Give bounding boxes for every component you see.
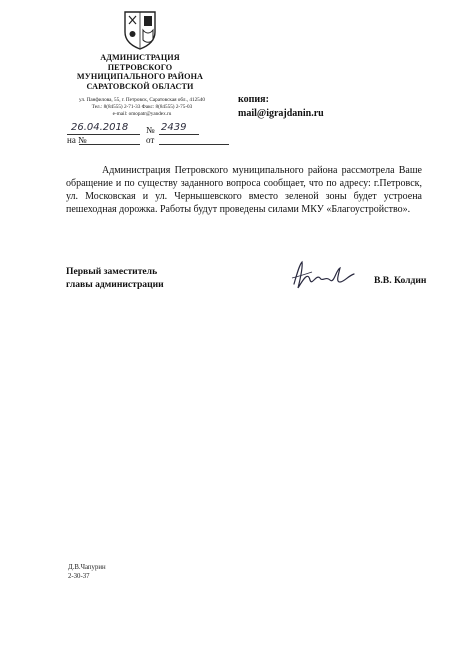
org-line: МУНИЦИПАЛЬНОГО РАЙОНА (76, 72, 204, 82)
copy-label: копия: (238, 94, 269, 105)
executor-info (68, 563, 106, 581)
letter-body: Администрация Петровского муниципального района рассмотрела Ваше обращение и по существу заданного вопроса сообщает, что по адресу: г.Петровск, ул. Московская и ул. Чернышевского вместо зеленой зоны будет устроена пешеходная дорожка. Работы будут проведены силами МКУ «Благоустройство». (66, 165, 422, 215)
reference-date-label: от (146, 135, 155, 145)
signatory-title (66, 265, 164, 291)
reference-row (67, 135, 242, 147)
organization-name (60, 53, 220, 91)
number-label: № (146, 125, 155, 135)
signer-name: В.В. Колдин (374, 275, 427, 286)
address-line: ул. Панфилова, 55, г. Петровск, Саратовская обл., 412540 (79, 97, 205, 103)
handwritten-signature (290, 258, 360, 292)
registration-date: 26.04.2018 (71, 122, 129, 133)
coat-of-arms-emblem (122, 10, 158, 50)
email-line: e-mail: omopatr@yandex.ru (112, 111, 172, 117)
executor-name: Д.В.Чапурин (68, 564, 106, 571)
reference-date-underline (159, 144, 229, 145)
org-line: САРАТОВСКОЙ ОБЛАСТИ (86, 81, 194, 91)
registration-number: 2439 (161, 122, 187, 133)
copy-email: mail@igrajdanin.ru (238, 108, 324, 119)
org-line: АДМИНИСТРАЦИЯ (100, 53, 180, 62)
signatory-title-line: главы администрации (66, 279, 164, 290)
org-line: ПЕТРОВСКОГО (107, 62, 173, 72)
reference-number-label: на № (67, 135, 87, 145)
reference-number-underline (79, 144, 140, 145)
contact-line: Тел.: 8(84555) 2-71-33 Факс: 8(84555) 2-75-03 (91, 104, 193, 110)
organization-address (56, 97, 228, 118)
signatory-title-line: Первый заместитель (66, 266, 158, 277)
executor-phone: 2-30-37 (68, 573, 90, 580)
